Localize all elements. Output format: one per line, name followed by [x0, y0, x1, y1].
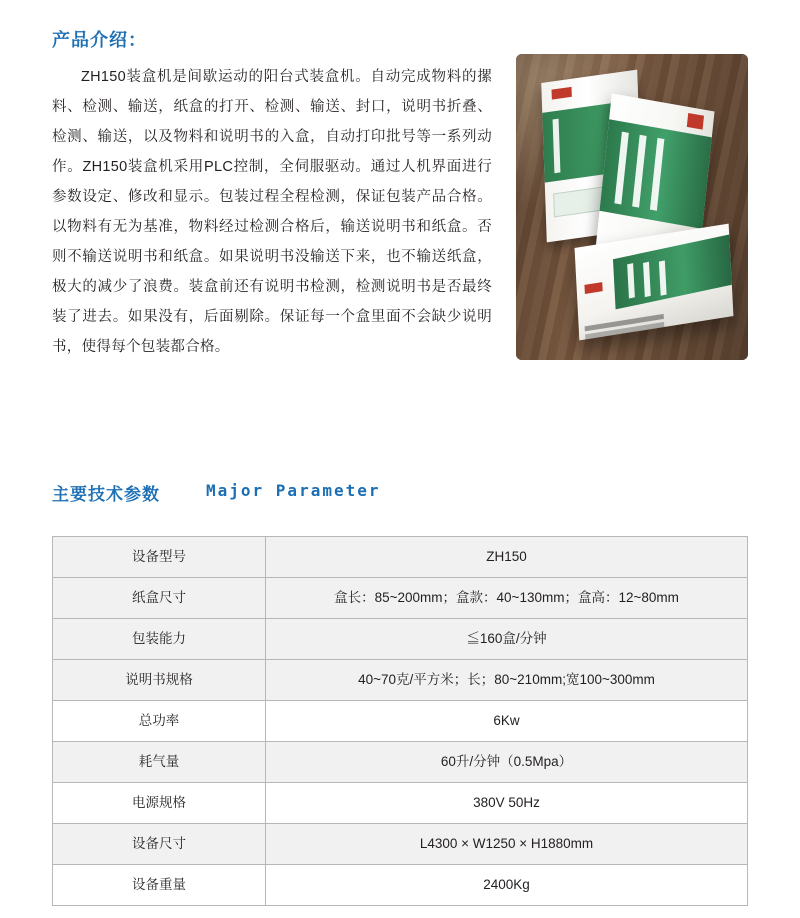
spec-label: 设备重量 — [53, 865, 266, 906]
table-row — [53, 701, 748, 742]
carton-front-fineprint — [585, 314, 664, 332]
table-row — [53, 865, 748, 906]
table-row — [53, 619, 748, 660]
table-row — [53, 824, 748, 865]
spec-value: 60升/分钟（0.5Mpa） — [266, 742, 748, 783]
intro-heading: 产品介绍： — [52, 30, 147, 50]
parameters-title-cn: 主要技术参数 — [52, 485, 160, 504]
carton-middle-green-band — [600, 119, 712, 229]
spec-value: 6Kw — [266, 701, 748, 742]
parameters-title-en: Major Parameter — [206, 481, 381, 500]
spec-value: 40~70克/平方米；长；80~210mm;宽100~300mm — [266, 660, 748, 701]
table-row — [53, 660, 748, 701]
carton-rear-red-logo — [552, 87, 572, 100]
spec-value: ≦160盒/分钟 — [266, 619, 748, 660]
spec-label: 纸盒尺寸 — [53, 578, 266, 619]
specifications-table — [52, 536, 748, 906]
carton-rear-label — [553, 186, 604, 217]
table-row — [53, 742, 748, 783]
product-photo — [516, 54, 748, 360]
spec-label: 设备尺寸 — [53, 824, 266, 865]
intro-paragraph: ZH150装盒机是间歇运动的阳台式装盒机。自动完成物料的摞料、检测、输送，纸盒的打开、检测、输送、封口，说明书折叠、检测、输送，以及物料和说明书的入盒，自动打印批号等一系列动作。ZH150装盒机采用PLC控制，全伺服驱动。通过人机界面进行参数设定、修改和显示。包装过程全程检测，保证包装产品合格。以物料有无为基准，物料经过检测合格后，输送说明书和纸盒。否则不输送说明书和纸盒。如果说明书没输送下来，也不输送纸盒，极大的减少了浪费。装盒前还有说明书检测，检测说明书是否最终装了进去。如果没有，后面剔除。保证每一个盒里面不会缺少说明书，使得每个包装都合格。 — [52, 69, 492, 355]
table-row — [53, 783, 748, 824]
spec-label: 耗气量 — [53, 742, 266, 783]
carton-middle-red-logo — [687, 113, 704, 130]
table-row — [53, 578, 748, 619]
spec-label: 包装能力 — [53, 619, 266, 660]
table-row — [53, 537, 748, 578]
specifications-table-body — [53, 537, 748, 906]
spec-label: 总功率 — [53, 701, 266, 742]
spec-value: L4300 × W1250 × H1880mm — [266, 824, 748, 865]
spec-label: 电源规格 — [53, 783, 266, 824]
spec-value: 2400Kg — [266, 865, 748, 906]
spec-label: 设备型号 — [53, 537, 266, 578]
spec-value: 380V 50Hz — [266, 783, 748, 824]
carton-front-green-band — [613, 235, 732, 310]
spec-value: ZH150 — [266, 537, 748, 578]
carton-front-red-logo — [584, 282, 602, 294]
spec-label: 说明书规格 — [53, 660, 266, 701]
spec-value: 盒长：85~200mm；盒款：40~130mm；盒高：12~80mm — [266, 578, 748, 619]
